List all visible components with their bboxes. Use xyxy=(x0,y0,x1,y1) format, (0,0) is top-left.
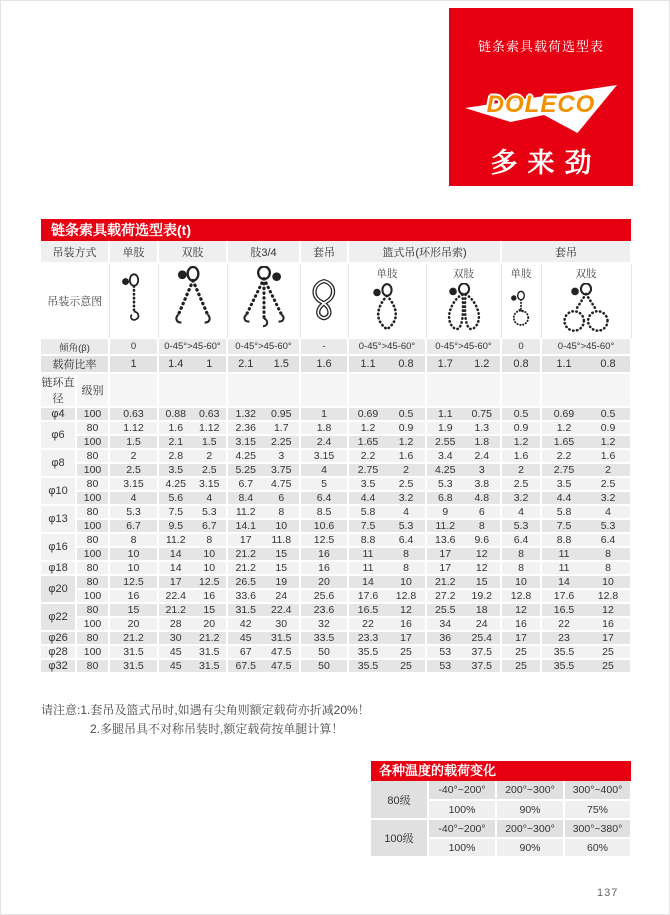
load-value-cell: 31.5 22.4 xyxy=(227,603,300,617)
notes xyxy=(41,701,370,739)
grade-80-cell: 80级 xyxy=(371,781,428,819)
angle-cell: 0 xyxy=(501,339,541,355)
sub-header-choker-double: 双肢 xyxy=(575,268,597,280)
load-value-cell: 1.2 0.9 xyxy=(541,421,631,435)
load-value-cell: 11 8 xyxy=(348,547,426,561)
load-value-cell: 13.6 9.6 xyxy=(426,533,501,547)
ratio-cell: 1.1 0.8 xyxy=(541,355,631,373)
load-value-cell: 1 xyxy=(300,407,348,421)
page-number: 137 xyxy=(597,887,619,899)
load-value-cell: 67 47.5 xyxy=(227,645,300,659)
temp-cell: -40°~200° xyxy=(428,781,496,800)
load-value-cell: 35.5 25 xyxy=(541,645,631,659)
load-value-cell: 17.6 12.8 xyxy=(348,589,426,603)
load-value-cell: 14 10 xyxy=(158,547,227,561)
load-value-cell: 25.6 xyxy=(300,589,348,603)
load-value-cell: 6.8 4.8 xyxy=(426,491,501,505)
grade-cell: 80 xyxy=(76,561,109,575)
load-value-cell: 4.25 3 xyxy=(426,463,501,477)
load-value-cell: 0.63 xyxy=(109,407,158,421)
load-value-cell: 12.5 xyxy=(300,533,348,547)
diameter-cell: φ22 xyxy=(41,603,76,631)
load-value-cell: 6.4 xyxy=(300,491,348,505)
table-row xyxy=(41,617,631,631)
load-value-cell: 2.4 xyxy=(300,435,348,449)
angle-cell: 0 xyxy=(109,339,158,355)
column-header-row xyxy=(41,241,631,263)
angle-cell: 0-45°>45-60° xyxy=(426,339,501,355)
load-value-cell: 25 xyxy=(501,645,541,659)
load-value-cell: 5.25 3.75 xyxy=(227,463,300,477)
temp-range-row xyxy=(371,781,631,800)
temperature-table-section xyxy=(371,761,631,858)
load-value-cell: 14 10 xyxy=(158,561,227,575)
table-row xyxy=(41,449,631,463)
double-leg-sling-icon xyxy=(162,266,224,334)
load-value-cell: 17 11.8 xyxy=(227,533,300,547)
grade-cell: 80 xyxy=(76,421,109,435)
note-line-2: 2.多腿吊具不对称吊装时,额定载荷按单腿计算！ xyxy=(90,722,344,736)
sub-header-choker-single: 单肢 xyxy=(510,268,532,280)
endless-loop-sling-icon xyxy=(303,266,345,334)
load-table-body xyxy=(41,407,631,673)
table-row xyxy=(41,435,631,449)
load-value-cell: 35.5 25 xyxy=(348,659,426,673)
load-value-cell: 2.75 2 xyxy=(348,463,426,477)
table-row xyxy=(41,631,631,645)
load-value-cell: 1.2 xyxy=(501,435,541,449)
load-value-cell: 6.7 xyxy=(109,519,158,533)
load-value-cell: 3.5 2.5 xyxy=(158,463,227,477)
diameter-cell: φ32 xyxy=(41,659,76,673)
load-value-cell: 3.2 xyxy=(501,491,541,505)
load-value-cell: 45 31.5 xyxy=(158,645,227,659)
header-basket: 篮式吊(环形吊索) xyxy=(348,241,501,263)
load-value-cell: 14 10 xyxy=(348,575,426,589)
load-value-cell: 3.15 2.25 xyxy=(227,435,300,449)
temperature-table xyxy=(371,781,632,858)
ratio-cell: 0.8 xyxy=(501,355,541,373)
load-table-title: 链条索具载荷选型表(t) xyxy=(41,219,631,241)
load-value-cell: 21.2 xyxy=(109,631,158,645)
load-value-cell: 16.5 12 xyxy=(541,603,631,617)
load-value-cell: 2.55 1.8 xyxy=(426,435,501,449)
load-value-cell: 8 xyxy=(109,533,158,547)
grade-cell: 100 xyxy=(76,407,109,421)
load-value-cell: 17 12 xyxy=(426,547,501,561)
load-value-cell: 21.2 15 xyxy=(227,547,300,561)
load-value-cell: 11 8 xyxy=(348,561,426,575)
grade-cell: 80 xyxy=(76,603,109,617)
table-row xyxy=(41,491,631,505)
grade-label: 级别 xyxy=(76,373,109,407)
temp-range-row xyxy=(371,819,631,838)
load-value-cell: 5.3 xyxy=(501,519,541,533)
ratio-cell: 1 xyxy=(109,355,158,373)
load-table-section xyxy=(41,219,631,674)
load-value-cell: 22 16 xyxy=(348,617,426,631)
diameter-cell: φ10 xyxy=(41,477,76,505)
ratio-cell: 1.4 1 xyxy=(158,355,227,373)
grade-cell: 80 xyxy=(76,659,109,673)
load-value-cell: 4.25 3.15 xyxy=(158,477,227,491)
angle-cell: 0-45°>45-60° xyxy=(541,339,631,355)
load-value-cell: 14 10 xyxy=(541,575,631,589)
angle-cell: - xyxy=(300,339,348,355)
load-value-cell: 2.2 1.6 xyxy=(541,449,631,463)
load-value-cell: 53 37.5 xyxy=(426,645,501,659)
load-value-cell: 33.6 24 xyxy=(227,589,300,603)
load-value-cell: 14.1 10 xyxy=(227,519,300,533)
load-value-cell: 67.5 47.5 xyxy=(227,659,300,673)
load-value-cell: 2.36 1.7 xyxy=(227,421,300,435)
load-value-cell: 7.5 5.3 xyxy=(348,519,426,533)
load-value-cell: 21.2 15 xyxy=(426,575,501,589)
load-value-cell: 1.1 0.75 xyxy=(426,407,501,421)
load-table xyxy=(41,241,632,674)
illustration-single-leg xyxy=(109,263,158,339)
load-value-cell: 1.65 1.2 xyxy=(541,435,631,449)
load-value-cell: 5.3 xyxy=(109,505,158,519)
load-value-cell: 5.8 4 xyxy=(541,505,631,519)
table-row xyxy=(41,589,631,603)
load-value-cell: 5.6 4 xyxy=(158,491,227,505)
load-percent-cell: 90% xyxy=(496,838,564,857)
load-value-cell: 21.2 15 xyxy=(227,561,300,575)
load-value-cell: 1.32 0.95 xyxy=(227,407,300,421)
diameter-cell: φ13 xyxy=(41,505,76,533)
table-row xyxy=(41,645,631,659)
angle-row xyxy=(41,339,631,355)
header-double-leg: 双肢 xyxy=(158,241,227,263)
load-percent-cell: 60% xyxy=(564,838,631,857)
diameter-cell: φ26 xyxy=(41,631,76,645)
load-value-cell: 22 16 xyxy=(541,617,631,631)
doleco-logo xyxy=(465,85,617,135)
load-value-cell: 4 xyxy=(501,505,541,519)
load-value-cell: 10 xyxy=(109,561,158,575)
illustration-choker-double xyxy=(541,263,631,339)
header-legs-3-4: 肢3/4 xyxy=(227,241,300,263)
load-value-cell: 2 xyxy=(109,449,158,463)
diameter-cell: φ16 xyxy=(41,533,76,561)
table-row xyxy=(41,463,631,477)
load-value-cell: 16 xyxy=(501,617,541,631)
load-value-cell: 17 xyxy=(501,631,541,645)
diameter-cell: φ18 xyxy=(41,561,76,575)
load-value-cell: 0.9 xyxy=(501,421,541,435)
grade-cell: 100 xyxy=(76,645,109,659)
header-method: 吊装方式 xyxy=(41,241,109,263)
grade-cell: 100 xyxy=(76,435,109,449)
load-value-cell: 22.4 16 xyxy=(158,589,227,603)
load-value-cell: 53 37.5 xyxy=(426,659,501,673)
load-value-cell: 1.8 xyxy=(300,421,348,435)
load-value-cell: 15 xyxy=(109,603,158,617)
grade-cell: 80 xyxy=(76,449,109,463)
illustration-row xyxy=(41,263,631,339)
table-row xyxy=(41,533,631,547)
load-value-cell: 8.8 6.4 xyxy=(541,533,631,547)
diameter-label: 链环直径 xyxy=(41,373,76,407)
load-value-cell: 11.2 8 xyxy=(227,505,300,519)
load-value-cell: 3.15 xyxy=(300,449,348,463)
load-value-cell: 10.6 xyxy=(300,519,348,533)
load-value-cell: 50 xyxy=(300,659,348,673)
grade-cell: 100 xyxy=(76,589,109,603)
load-value-cell: 33.5 xyxy=(300,631,348,645)
temp-cell: 200°~300° xyxy=(496,781,564,800)
ratio-cell: 1.7 1.2 xyxy=(426,355,501,373)
load-value-cell: 8.8 6.4 xyxy=(348,533,426,547)
diameter-cell: φ4 xyxy=(41,407,76,421)
load-value-cell: 10 xyxy=(109,547,158,561)
table-row xyxy=(41,505,631,519)
load-value-cell: 8 xyxy=(501,561,541,575)
choker-double-sling-icon xyxy=(555,283,617,337)
load-value-cell: 6.7 4.75 xyxy=(227,477,300,491)
temp-cell: 300°~400° xyxy=(564,781,631,800)
basket-single-sling-icon xyxy=(362,283,412,337)
load-value-cell: 1.12 xyxy=(109,421,158,435)
grade-cell: 100 xyxy=(76,491,109,505)
note-line-1: 请注意:1.套吊及篮式吊时,如遇有尖角则额定载荷亦折减20%！ xyxy=(41,703,370,717)
table-row xyxy=(41,575,631,589)
load-value-cell: 4 xyxy=(300,463,348,477)
illustration-double-leg xyxy=(158,263,227,339)
load-value-cell: 2.2 1.6 xyxy=(348,449,426,463)
temp-cell: -40°~200° xyxy=(428,819,496,838)
logo-wordmark: DOLECO xyxy=(486,91,596,118)
load-value-cell: 11 8 xyxy=(541,547,631,561)
table-row xyxy=(41,421,631,435)
grade-cell: 80 xyxy=(76,575,109,589)
load-value-cell: 7.5 5.3 xyxy=(158,505,227,519)
load-percent-cell: 100% xyxy=(428,838,496,857)
load-value-cell: 23 17 xyxy=(541,631,631,645)
load-value-cell: 0.69 0.5 xyxy=(541,407,631,421)
load-value-cell: 4.4 3.2 xyxy=(348,491,426,505)
load-value-cell: 11.2 8 xyxy=(158,533,227,547)
ratio-label: 载荷比率 xyxy=(41,355,109,373)
diameter-grade-header-row xyxy=(41,373,631,407)
load-percent-cell: 75% xyxy=(564,800,631,819)
load-value-cell: 7.5 5.3 xyxy=(541,519,631,533)
load-value-cell: 42 30 xyxy=(227,617,300,631)
load-value-cell: 8.4 6 xyxy=(227,491,300,505)
grade-cell: 100 xyxy=(76,617,109,631)
illustration-basket-single xyxy=(348,263,426,339)
load-value-cell: 9.5 6.7 xyxy=(158,519,227,533)
load-value-cell: 16 xyxy=(300,547,348,561)
angle-cell: 0-45°>45-60° xyxy=(348,339,426,355)
load-value-cell: 4.25 3 xyxy=(227,449,300,463)
load-value-cell: 36 25.4 xyxy=(426,631,501,645)
basket-double-sling-icon xyxy=(435,283,493,337)
load-value-cell: 45 31.5 xyxy=(227,631,300,645)
load-value-cell: 25.5 18 xyxy=(426,603,501,617)
grade-cell: 80 xyxy=(76,631,109,645)
load-value-cell: 1.6 xyxy=(501,449,541,463)
table-row xyxy=(41,659,631,673)
load-value-cell: 8.5 xyxy=(300,505,348,519)
sub-header-basket-single: 单肢 xyxy=(376,268,398,280)
brand-chinese-name: 多来劲 xyxy=(490,148,602,178)
load-value-cell: 0.69 0.5 xyxy=(348,407,426,421)
load-value-cell: 23.3 17 xyxy=(348,631,426,645)
load-percent-cell: 100% xyxy=(428,800,496,819)
three-four-leg-sling-icon xyxy=(231,266,297,334)
load-value-cell: 2 xyxy=(501,463,541,477)
banner-title: 链条索具载荷选型表 xyxy=(477,39,604,54)
load-value-cell: 1.65 1.2 xyxy=(348,435,426,449)
load-value-cell: 12 xyxy=(501,603,541,617)
load-value-cell: 1.5 xyxy=(109,435,158,449)
brand-banner xyxy=(449,8,633,186)
table-row xyxy=(41,603,631,617)
load-ratio-row xyxy=(41,355,631,373)
load-value-cell: 28 20 xyxy=(158,617,227,631)
angle-cell: 0-45°>45-60° xyxy=(227,339,300,355)
table-row xyxy=(41,407,631,421)
table-row xyxy=(41,547,631,561)
grade-cell: 100 xyxy=(76,463,109,477)
grade-cell: 80 xyxy=(76,505,109,519)
load-value-cell: 27.2 19.2 xyxy=(426,589,501,603)
ratio-cell: 1.1 0.8 xyxy=(348,355,426,373)
load-value-cell: 12.8 xyxy=(501,589,541,603)
grade-cell: 80 xyxy=(76,477,109,491)
header-single-leg: 单肢 xyxy=(109,241,158,263)
illustration-legs-3-4 xyxy=(227,263,300,339)
load-value-cell: 4.4 3.2 xyxy=(541,491,631,505)
load-value-cell: 12.5 xyxy=(109,575,158,589)
table-row xyxy=(41,519,631,533)
load-value-cell: 2.8 2 xyxy=(158,449,227,463)
load-value-cell: 21.2 15 xyxy=(158,603,227,617)
load-value-cell: 3.15 xyxy=(109,477,158,491)
load-value-cell: 16 xyxy=(300,561,348,575)
load-value-cell: 11 8 xyxy=(541,561,631,575)
load-value-cell: 8 xyxy=(501,547,541,561)
grade-cell: 100 xyxy=(76,547,109,561)
load-value-cell: 0.88 0.63 xyxy=(158,407,227,421)
table-row xyxy=(41,477,631,491)
diameter-cell: φ20 xyxy=(41,575,76,603)
load-value-cell: 3.4 2.4 xyxy=(426,449,501,463)
load-value-cell: 25 xyxy=(501,659,541,673)
temperature-table-title: 各种温度的载荷变化 xyxy=(371,761,631,781)
load-value-cell: 34 24 xyxy=(426,617,501,631)
load-value-cell: 30 21.2 xyxy=(158,631,227,645)
load-value-cell: 5.8 4 xyxy=(348,505,426,519)
load-value-cell: 1.6 1.12 xyxy=(158,421,227,435)
grade-100-cell: 100级 xyxy=(371,819,428,857)
load-value-cell: 31.5 xyxy=(109,659,158,673)
load-value-cell: 2.5 xyxy=(501,477,541,491)
load-value-cell: 1.9 1.3 xyxy=(426,421,501,435)
load-value-cell: 35.5 25 xyxy=(348,645,426,659)
angle-label: 倾角(β) xyxy=(41,339,109,355)
load-value-cell: 5 xyxy=(300,477,348,491)
load-value-cell: 2.5 xyxy=(109,463,158,477)
load-value-cell: 16.5 12 xyxy=(348,603,426,617)
load-value-cell: 17 12 xyxy=(426,561,501,575)
sub-header-basket-double: 双肢 xyxy=(453,268,474,280)
diameter-cell: φ8 xyxy=(41,449,76,477)
load-value-cell: 26.5 19 xyxy=(227,575,300,589)
load-value-cell: 17.6 12.8 xyxy=(541,589,631,603)
load-value-cell: 20 xyxy=(109,617,158,631)
load-value-cell: 10 xyxy=(501,575,541,589)
angle-cell: 0-45°>45-60° xyxy=(158,339,227,355)
load-value-cell: 32 xyxy=(300,617,348,631)
load-value-cell: 3.5 2.5 xyxy=(348,477,426,491)
load-value-cell: 45 31.5 xyxy=(158,659,227,673)
load-value-cell: 4 xyxy=(109,491,158,505)
ratio-cell: 2.1 1.5 xyxy=(227,355,300,373)
load-value-cell: 23.6 xyxy=(300,603,348,617)
load-value-cell: 11.2 8 xyxy=(426,519,501,533)
load-value-cell: 6.4 xyxy=(501,533,541,547)
load-value-cell: 0.5 xyxy=(501,407,541,421)
load-value-cell: 9 6 xyxy=(426,505,501,519)
illustration-label: 吊装示意图 xyxy=(41,263,109,339)
load-value-cell: 3.5 2.5 xyxy=(541,477,631,491)
load-value-cell: 1.2 0.9 xyxy=(348,421,426,435)
single-leg-sling-icon xyxy=(111,266,157,334)
load-value-cell: 2.1 1.5 xyxy=(158,435,227,449)
grade-cell: 100 xyxy=(76,519,109,533)
illustration-basket-double xyxy=(426,263,501,339)
load-value-cell: 16 xyxy=(109,589,158,603)
illustration-choker-single xyxy=(501,263,541,339)
load-value-cell: 31.5 xyxy=(109,645,158,659)
diameter-cell: φ6 xyxy=(41,421,76,449)
choker-single-sling-icon xyxy=(503,283,539,337)
load-value-cell: 2.75 2 xyxy=(541,463,631,477)
temp-cell: 300°~380° xyxy=(564,819,631,838)
temp-cell: 200°~300° xyxy=(496,819,564,838)
ratio-cell: 1.6 xyxy=(300,355,348,373)
load-value-cell: 17 12.5 xyxy=(158,575,227,589)
load-percent-cell: 90% xyxy=(496,800,564,819)
table-row xyxy=(41,561,631,575)
grade-cell: 80 xyxy=(76,533,109,547)
load-value-cell: 50 xyxy=(300,645,348,659)
header-choker: 套吊 xyxy=(300,241,348,263)
load-value-cell: 20 xyxy=(300,575,348,589)
load-value-cell: 35.5 25 xyxy=(541,659,631,673)
header-choker-2: 套吊 xyxy=(501,241,631,263)
diameter-cell: φ28 xyxy=(41,645,76,659)
illustration-endless-loop xyxy=(300,263,348,339)
load-value-cell: 5.3 3.8 xyxy=(426,477,501,491)
